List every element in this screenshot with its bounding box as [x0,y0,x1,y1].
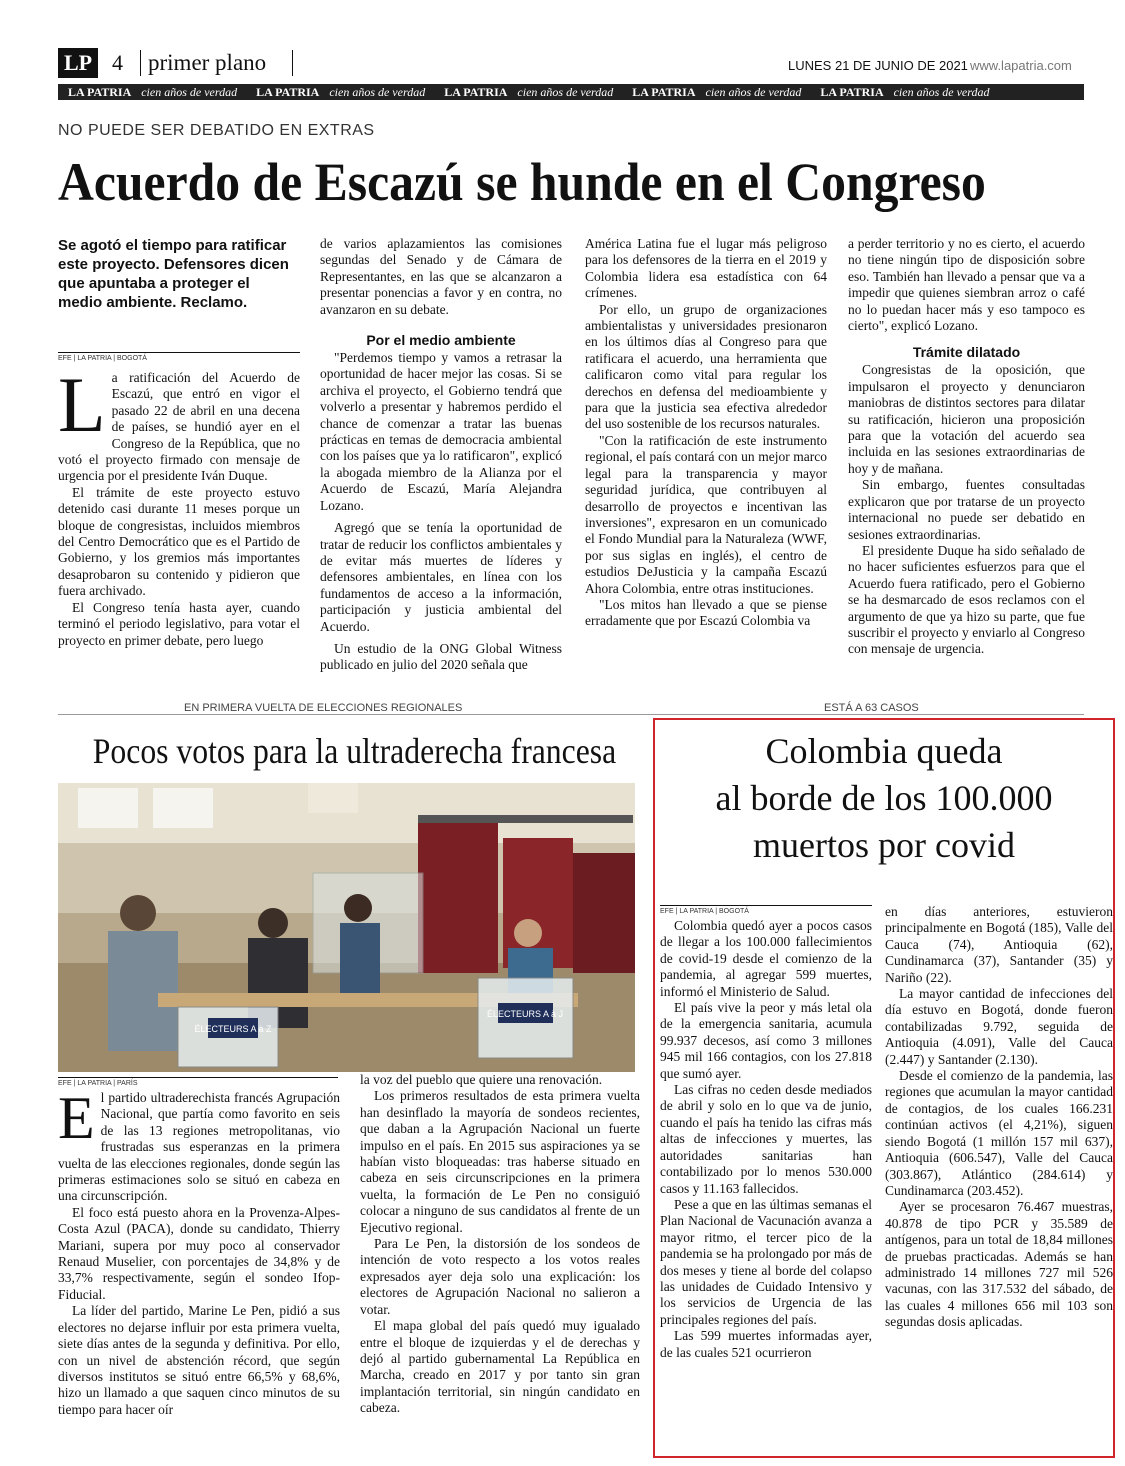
website-link[interactable]: www.lapatria.com [970,58,1072,73]
article1-subhead: Trámite dilatado [912,344,1021,361]
section-title: primer plano [148,50,267,75]
headline-line: muertos por covid [753,825,1015,865]
headline-line: Colombia queda [765,731,1003,771]
dropcap: E [58,1085,95,1151]
article2-byline: EFE | LA PATRIA | PARÍS [58,1077,338,1087]
page-number: 4 [112,50,123,75]
article1-paragraph: América Latina fue el lugar más peligroso para los defensores de la tierra en el 2019 y Colombia lidera esa estadística con 64 crímenes. [585,236,827,301]
article1-byline: EFE | LA PATRIA | BOGOTÁ [58,352,300,362]
article3-paragraph: Pese a que en las últimas semanas el Plan Nacional de Vacunación avanza a mayor ritmo, el tercer pico de la pandemia se ha prolongado por más de dos meses y tiene al borde del colapso las unidades de Cuidado Intensivo y los servicios de Urgencia de las principales regiones del país. [660,1196,872,1327]
article2-paragraph: Para Le Pen, la distorsión de los sondeos de intención de voto respecto a los votos reales expresados ayer deja solo una explicación: los electores de Agrupación Nacional no salieron a votar. [360,1236,640,1317]
article3-column-1 [660,918,872,1361]
article2-column-1 [58,1085,340,1418]
article2-paragraph: La líder del partido, Marine Le Pen, pidió a sus electores no dejarse influir por esta primera vuelta, siete días antes de la segunda y definitiva. Por ello, con un nivel de abstención récord, que según diversos institutos se situó entre 66,5% y 68,6%, hizo un llamado a que saquen cinco minutos de su tiempo para hacer oír [58,1303,340,1417]
article1-lead: Se agotó el tiempo para ratificar este proyecto. Defensores dicen que apuntaba a proteger el medio ambiente. Reclamo. [58,237,289,311]
article1-paragraph: Sin embargo, fuentes consultadas explicaron que por tratarse de un proyecto internacional no puede ser debatido en sesiones extraordinarias. [848,477,1085,542]
band-brand: LA PATRIA [256,85,320,99]
article3-paragraph: Colombia quedó ayer a pocos casos de llegar a los 100.000 fallecimientos de covid-19 desde el comienzo de la pandemia, al agregar 599 muertes, informó el Ministerio de Salud. [660,918,872,999]
band-brand: LA PATRIA [444,85,508,99]
article1-paragraph: "Con la ratificación de este instrumento regional, el país contará con un mejor marco legal para la transparencia y mayor seguridad jurídica, que contribuyen al desarrollo de proyectos e incentivan las inversiones", expresaron en un comunicado el Fondo Mundial para la Naturaleza (WWF, por sus siglas en inglés), el centro de estudios DeJusticia y la campaña Escazú Ahora Colombia, entre otras instituciones. [585,432,827,596]
article1-paragraph: de varios aplazamientos las comisiones segundas del Senado y de Cámara de Representantes, en las que se alcanzaron a presentar ponencias a favor y en contra, no avanzaron en su debate. [320,236,562,317]
article1-headline: Acuerdo de Escazú se hunde en el Congreso [58,152,986,212]
band-slogan: cien años de verdad [329,85,426,99]
article1-paragraph: El Congreso tenía hasta ayer, cuando terminó el periodo legislativo, para votar el proyecto en primer debate, pero luego [58,599,300,648]
article3-byline: EFE | LA PATRIA | BOGOTÁ [660,905,872,915]
article3-paragraph: El país vive la peor y más letal ola de la emergencia sanitaria, acumula 99.937 decesos, así como 3 millones 945 mil 166 contagios, con los 27.818 que sumó ayer. [660,1000,872,1081]
article2-paragraph: Los primeros resultados de esta primera vuelta han desinflado la mayoría de sondeos recientes, que daban a la Agrupación Nacional un fuerte impulso en el país. En 2015 sus aspiraciones ya se habían visto bloqueadas: tras haberse situado en cabeza en seis circunscripciones en la primera vuelta, la formación de Le Pen no consiguió colocar a ninguno de sus candidatos al frente de un Ejecutivo regional. [360,1088,640,1235]
article1-paragraph: "Los mitos han llevado a que se piense erradamente que por Escazú Colombia va [585,596,827,629]
article3-paragraph: Desde el comienzo de la pandemia, las regiones que acumulan la mayor cantidad de contagios, de los cuales 166.231 continúan activos (el 4,21%), siguen siendo Bogotá (1 millón 157 mil 637), Antioquia (606.547), Valle del Cauca (303.867), Atlántico (284.614) y Cundinamarca (203.452). [885,1068,1113,1198]
article1-paragraph: a perder territorio y no es cierto, el acuerdo no tiene ningún tipo de disposición sobre eso. También han llevado a pensar que va a impedir que quienes siembran arroz o café no lo puedan hacer más y eso tampoco es cierto", explicó Lozano. [848,236,1085,334]
band-brand: LA PATRIA [68,85,132,99]
article1-paragraph: Congresistas de la oposición, que impulsaron el proyecto y denunciaron maniobras de distintos sectores para dilatar su ratificación, hicieron una proposición para que la votación del acuerdo sea incluida en las sesiones extraordinarias de hoy y de mañana. [848,362,1085,476]
ballot-sign-left: ÉLECTEURS A à Z [194,1024,272,1034]
article2-paragraph: El foco está puesto ahora en la Provenza-Alpes-Costa Azul (PACA), donde su candidato, Thierry Mariani, supera por muy poco al conservador Renaud Muselier, con porcentajes de 34,8% y de 33,7% respectivamente, según el sondeo Ifop-Fiducial. [58,1204,340,1302]
article3-paragraph: Las 599 muertes informadas ayer, de las cuales 521 ocurrieron [660,1328,872,1360]
article1-paragraph: Agregó que se tenía la oportunidad de tratar de reducir los conflictos ambientales y de evitar más muertes de líderes y defensores ambientales, en línea con los fundamentos de acceso a la información, participación y justicia ambiental del Acuerdo. [320,520,562,634]
article1-paragraph: El trámite de este proyecto estuvo detenido casi durante 11 meses porque un bloque de congresistas, incluidos miembros del Centro Democrático que es el Partido de Gobierno, y los gremios más importantes desaprobaron su contenido y pidieron que fuera archivado. [58,484,300,599]
election-photo [58,783,635,1072]
section-divider [58,714,1084,715]
divider [140,50,141,76]
ballot-sign-right: ÉLECTEURS A à J [486,1009,564,1019]
article1-column-2 [320,236,562,674]
article1-paragraph: La ratificación del Acuerdo de Escazú, que entró en vigor el pasado 22 de abril en una decena de países, se hundió ayer en el Congreso de la República, que no votó el proyecto firmado con mensaje de urgencia por el presidente Iván Duque. [58,361,300,484]
article3-paragraph: Ayer se procesaron 76.467 muestras, 40.878 de tipo PCR y 35.589 de antígenos, para un total de 18,84 millones de pruebas practicadas. Además se han administrado 14 millones 727 mil 526 vacunas, con las 317.532 del sábado, de las cuales 4 millones 656 mil 103 son segundas dosis aplicadas. [885,1199,1113,1330]
headline-line: al borde de los 100.000 [715,778,1053,818]
article1-paragraph: El presidente Duque ha sido señalado de no hacer suficientes esfuerzos para que el Acuerdo fuera ratificado, pero el Gobierno se ha desmarcado de esos reclamos con el argumento de que ya hizo su parte, que fue suscribir el proyecto y enviarlo al Congreso con mensaje de urgencia. [848,542,1085,657]
article1-paragraph: "Perdemos tiempo y vamos a retrasar la oportunidad de hacer mejor las cosas. Si se archiva el proyecto, el Gobierno tendrá que volverlo a presentar y habremos perdido el chance de comenzar a tratar las buenas prácticas en temas de democracia ambiental con los países que ya lo ratificaron", explicó la abogada miembro de la Alianza por el Acuerdo de Escazú, María Alejandra Lozano. [320,350,562,513]
issue-date: LUNES 21 DE JUNIO DE 2021 [788,58,968,73]
band-slogan: cien años de verdad [705,85,802,99]
article1-subhead: Por el medio ambiente [366,332,516,349]
band-brand: LA PATRIA [632,85,696,99]
article2-paragraph: El mapa global del país quedó muy igualado entre el bloque de izquierdas y el de derechas y dejó al partido gubernamental La República en Marcha, creado en 2017 y por tanto sin gran implantación territorial, sin ningún candidato en cabeza. [360,1318,640,1416]
article3-kicker: ESTÁ A 63 CASOS [820,702,923,714]
brand-band [58,84,1084,100]
article1-column-3 [585,236,827,630]
divider [292,50,293,76]
logo: LP [58,48,98,78]
article2-paragraph: la voz del pueblo que quiere una renovación. [360,1072,603,1087]
article2-kicker: EN PRIMERA VUELTA DE ELECCIONES REGIONALES [180,702,466,714]
article1-column-4 [848,236,1085,658]
article1-paragraph: Por ello, un grupo de organizaciones ambientalistas y universidades presionaron en los últimos días al Congreso para que ratificara el acuerdo, una herramienta que calificaron como vital para regular los derechos en defensa del medioambiente y para que la justicia sea efectiva alrededor del uso sostenible de los recursos naturales. [585,301,827,432]
article1-column-1 [58,361,300,649]
article2-paragraph: El partido ultraderechista francés Agrupación Nacional, que partía como favorito en seis de las 13 regiones metropolitanas, vio frustradas sus esperanzas en la primera vuelta de las elecciones regionales, donde según las primeras estimaciones solo se situó en cabeza en una circunscripción. [58,1085,340,1204]
article3-column-2 [885,904,1113,1331]
article2-headline: Pocos votos para la ultraderecha francesa [92,731,617,771]
band-slogan: cien años de verdad [893,85,990,99]
article2-column-2 [360,1072,640,1417]
article3-paragraph: La mayor cantidad de infecciones del día estuvo en Bogotá, donde fueron contabilizadas 9.792, seguida de Antioquia (4.091), Valle del Cauca (2.447) y Santander (2.130). [885,986,1113,1067]
article1-kicker: NO PUEDE SER DEBATIDO EN EXTRAS [58,122,375,139]
article3-headline [655,728,1113,869]
article1-paragraph: Un estudio de la ONG Global Witness publicado en julio del 2020 señala que [320,640,562,673]
band-brand: LA PATRIA [820,85,884,99]
band-slogan: cien años de verdad [141,85,238,99]
article3-paragraph: Las cifras no ceden desde mediados de abril y solo en lo que va de junio, cuando el país ha tenido las cifras más altas de infecciones y muertes, las autoridades sanitarias han contabilizado por lo menos 530.000 casos y 11.163 fallecidos. [660,1082,872,1196]
dropcap: L [58,361,106,448]
article3-paragraph: en días anteriores, estuvieron principalmente en Bogotá (185), Valle del Cauca (74), Antioquia (62), Cundinamarca (37), Santander (35) y Nariño (22). [885,904,1113,985]
band-slogan: cien años de verdad [517,85,614,99]
